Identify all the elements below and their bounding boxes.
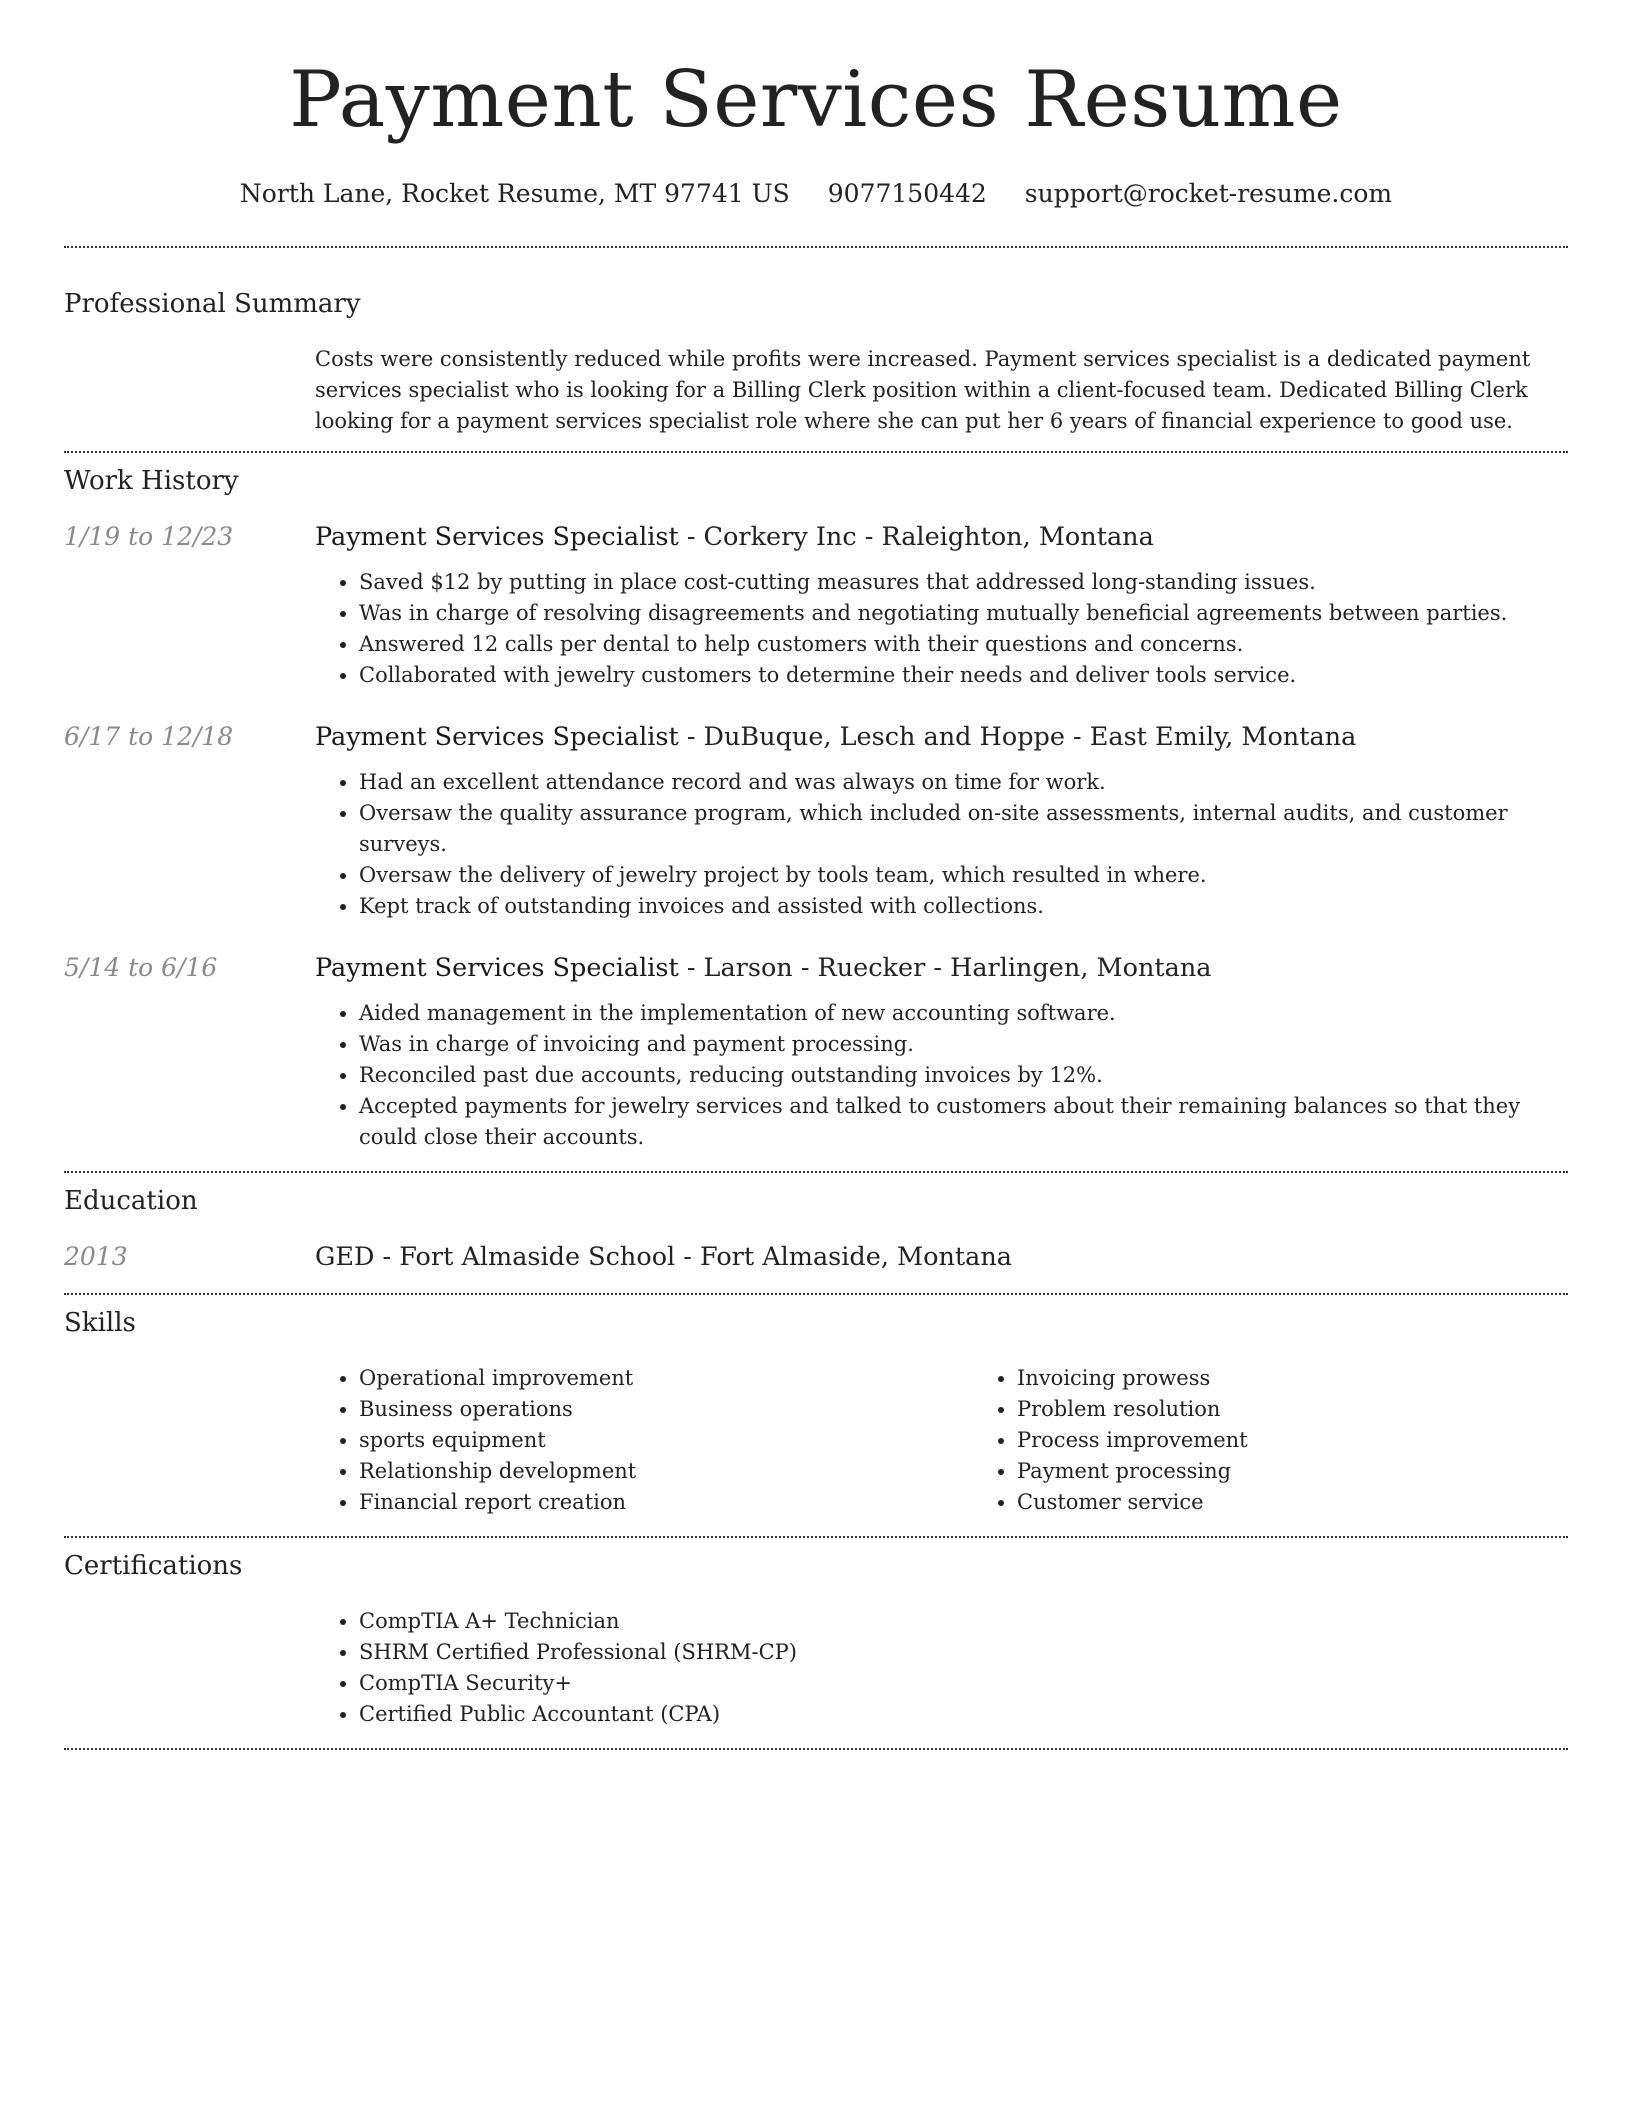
job-bullet: • Oversaw the delivery of jewelry project by tools team, which resulted in where. [359, 860, 1568, 891]
education-detail: GED - Fort Almaside School - Fort Almaside, Montana [315, 1242, 1013, 1272]
resume-header [64, 0, 1568, 210]
certification-item: • Certified Public Accountant (CPA) [359, 1699, 1568, 1730]
skill-item: • Payment processing [1017, 1456, 1631, 1487]
skill-item: • Customer service [1017, 1487, 1631, 1518]
summary-body [315, 344, 1568, 437]
certifications-list [315, 1606, 1568, 1730]
job-entry [64, 952, 1568, 1153]
certification-item: • CompTIA A+ Technician [359, 1606, 1568, 1637]
job-title [315, 952, 1568, 984]
education-heading: Education [64, 1186, 198, 1216]
skills-section [64, 1295, 1568, 1518]
skills-list-left [315, 1363, 973, 1518]
job-entry [64, 721, 1568, 922]
summary-section [64, 248, 1568, 437]
job-title [315, 721, 1568, 753]
skills-row [64, 1363, 1568, 1518]
contact-line [64, 178, 1568, 210]
job-bullet: • Aided management in the implementation of new accounting software. [359, 998, 1568, 1029]
job-role: Payment Services Specialist [315, 522, 679, 552]
job-dates: 5/14 to 6/16 [64, 953, 218, 982]
skills-columns [315, 1363, 1631, 1518]
resume-title: Payment Services Resume [289, 55, 1343, 145]
summary-text: Costs were consistently reduced while profits were increased. Payment services specialist is a dedicated payment services specialist who is looking for a Billing Clerk position within a client-focused team. Dedicated Billing Clerk looking for a payment services specialist role where she can put her 6 years of financial experience to good use. [315, 347, 1531, 433]
skills-heading: Skills [64, 1308, 136, 1338]
education-entry [64, 1241, 1568, 1273]
summary-heading: Professional Summary [64, 289, 361, 319]
summary-row [64, 344, 1568, 437]
skill-item: • Invoicing prowess [1017, 1363, 1631, 1394]
job-bullet: • Kept track of outstanding invoices and assisted with collections. [359, 891, 1568, 922]
certification-item: • SHRM Certified Professional (SHRM-CP) [359, 1637, 1568, 1668]
skill-item: • Problem resolution [1017, 1394, 1631, 1425]
job-details: - Larson - Ruecker - Harlingen, Montana [678, 953, 1212, 983]
job-bullet: • Oversaw the quality assurance program, which included on-site assessments, internal audits, and customer surveys. [359, 798, 1568, 860]
skills-list-right [973, 1363, 1631, 1518]
contact-address: North Lane, Rocket Resume, MT 97741 US [239, 179, 790, 208]
contact-email: support@rocket-resume.com [1024, 179, 1393, 208]
work-heading: Work History [64, 466, 239, 496]
certification-item: • CompTIA Security+ [359, 1668, 1568, 1699]
job-dates: 1/19 to 12/23 [64, 522, 234, 551]
job-bullet: • Reconciled past due accounts, reducing outstanding invoices by 12%. [359, 1060, 1568, 1091]
job-dates: 6/17 to 12/18 [64, 722, 234, 751]
job-role: Payment Services Specialist [315, 953, 679, 983]
job-bullet: • Saved $12 by putting in place cost-cutting measures that addressed long-standing issues. [359, 567, 1568, 598]
certifications-section [64, 1538, 1568, 1730]
skill-item: • Relationship development [359, 1456, 973, 1487]
job-bullet: • Had an excellent attendance record and was always on time for work. [359, 767, 1568, 798]
education-section [64, 1173, 1568, 1273]
certifications-row [64, 1606, 1568, 1730]
job-details: - Corkery Inc - Raleighton, Montana [678, 522, 1154, 552]
job-bullet: • Was in charge of resolving disagreements and negotiating mutually beneficial agreements between parties. [359, 598, 1568, 629]
skill-item: • Business operations [359, 1394, 973, 1425]
skill-item: • Operational improvement [359, 1363, 973, 1394]
skill-item: • Process improvement [1017, 1425, 1631, 1456]
certifications-heading: Certifications [64, 1551, 243, 1581]
contact-phone: 9077150442 [827, 179, 987, 208]
job-bullets [315, 767, 1568, 922]
job-details: - DuBuque, Lesch and Hoppe - East Emily, Montana [678, 722, 1357, 752]
education-year: 2013 [64, 1242, 128, 1271]
job-entry [64, 521, 1568, 691]
job-bullet: • Was in charge of invoicing and payment processing. [359, 1029, 1568, 1060]
job-bullet: • Accepted payments for jewelry services and talked to customers about their remaining balances so that they could close their accounts. [359, 1091, 1568, 1153]
job-bullet: • Collaborated with jewelry customers to determine their needs and deliver tools service. [359, 660, 1568, 691]
job-bullet: • Answered 12 calls per dental to help customers with their questions and concerns. [359, 629, 1568, 660]
skill-item: • sports equipment [359, 1425, 973, 1456]
skill-item: • Financial report creation [359, 1487, 973, 1518]
divider [64, 1748, 1568, 1750]
job-role: Payment Services Specialist [315, 722, 679, 752]
job-title [315, 521, 1568, 553]
job-bullets [315, 998, 1568, 1153]
work-section [64, 453, 1568, 1153]
job-bullets [315, 567, 1568, 691]
